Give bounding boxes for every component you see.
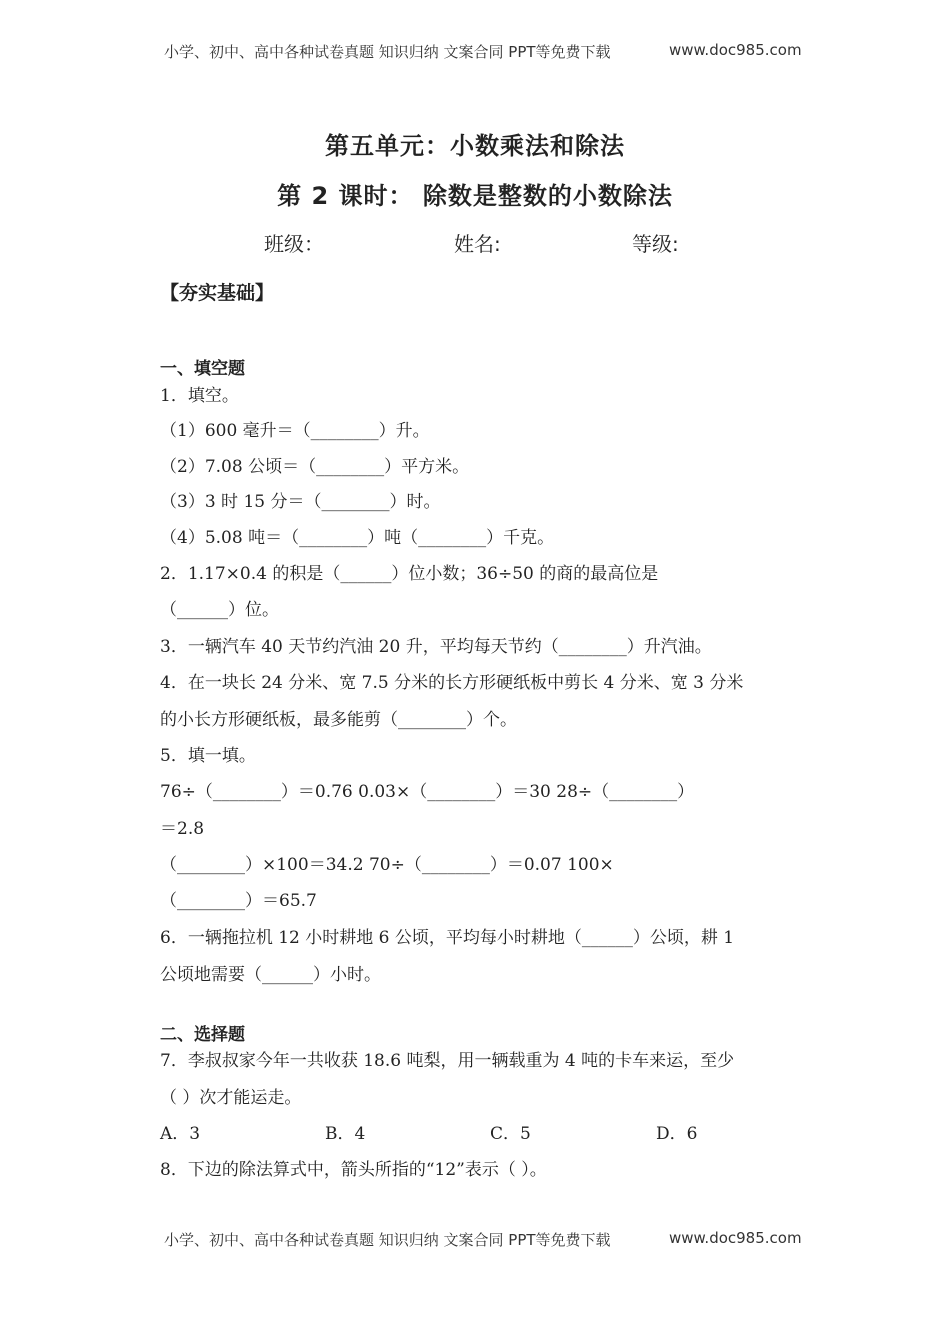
- option-d: D．6: [656, 1124, 698, 1144]
- question-line: ＝2.8: [160, 819, 205, 839]
- unit-title: 第五单元：小数乘法和除法: [325, 132, 625, 160]
- option-b: B．4: [325, 1124, 366, 1144]
- header-url[interactable]: www.doc985.com: [669, 41, 802, 59]
- question-line: 76÷（________）＝0.76 0.03×（________）＝30 28÷（________）: [160, 782, 695, 802]
- question-line: 2．1.17×0.4 的积是（______）位小数；36÷50 的商的最高位是: [160, 564, 659, 584]
- option-a: A．3: [160, 1124, 201, 1144]
- class-label: 班级：: [264, 232, 324, 256]
- question-line: 1．填空。: [160, 386, 239, 406]
- question-line: （3）3 时 15 分＝（________）时。: [160, 492, 441, 512]
- name-label: 姓名:: [454, 232, 501, 256]
- question-line: （________）＝65.7: [160, 891, 317, 911]
- question-line: 6．一辆拖拉机 12 小时耕地 6 公顷，平均每小时耕地（______）公顷，耕 1: [160, 928, 735, 948]
- footer-url[interactable]: www.doc985.com: [669, 1229, 802, 1247]
- question-line: 公顷地需要（______）小时。: [160, 965, 381, 985]
- question-line: （______）位。: [160, 600, 279, 620]
- question-line: 的小长方形硬纸板，最多能剪（________）个。: [160, 710, 517, 730]
- question-8: 8．下边的除法算式中，箭头所指的“12”表示（ ）。: [160, 1160, 547, 1180]
- option-c: C．5: [490, 1124, 531, 1144]
- question-7-line1: 7．李叔叔家今年一共收获 18.6 吨梨，用一辆载重为 4 吨的卡车来运，至少: [160, 1051, 735, 1071]
- section-label: 【夯实基础】: [160, 282, 275, 304]
- question-line: （1）600 毫升＝（________）升。: [160, 421, 430, 441]
- question-line: （2）7.08 公顷＝（________）平方米。: [160, 457, 470, 477]
- lesson-title: 第 2 课时： 除数是整数的小数除法: [277, 182, 673, 210]
- footer-banner-text: 小学、初中、高中各种试卷真题 知识归纳 文案合同 PPT等免费下载: [164, 1231, 611, 1249]
- question-line: 3．一辆汽车 40 天节约汽油 20 升，平均每天节约（________）升汽油。: [160, 637, 712, 657]
- question-line: 4．在一块长 24 分米、宽 7.5 分米的长方形硬纸板中剪长 4 分米、宽 3 分米: [160, 673, 744, 693]
- question-line: （4）5.08 吨＝（________）吨（________）千克。: [160, 528, 555, 548]
- part1-heading: 一、填空题: [160, 359, 245, 379]
- question-7-line2: （ ）次才能运走。: [160, 1088, 302, 1108]
- header-banner-text: 小学、初中、高中各种试卷真题 知识归纳 文案合同 PPT等免费下载: [164, 43, 611, 61]
- grade-label: 等级:: [632, 232, 679, 256]
- question-line: （________）×100＝34.2 70÷（________）＝0.07 100×: [160, 855, 614, 875]
- question-line: 5．填一填。: [160, 746, 256, 766]
- part2-heading: 二、选择题: [160, 1025, 245, 1045]
